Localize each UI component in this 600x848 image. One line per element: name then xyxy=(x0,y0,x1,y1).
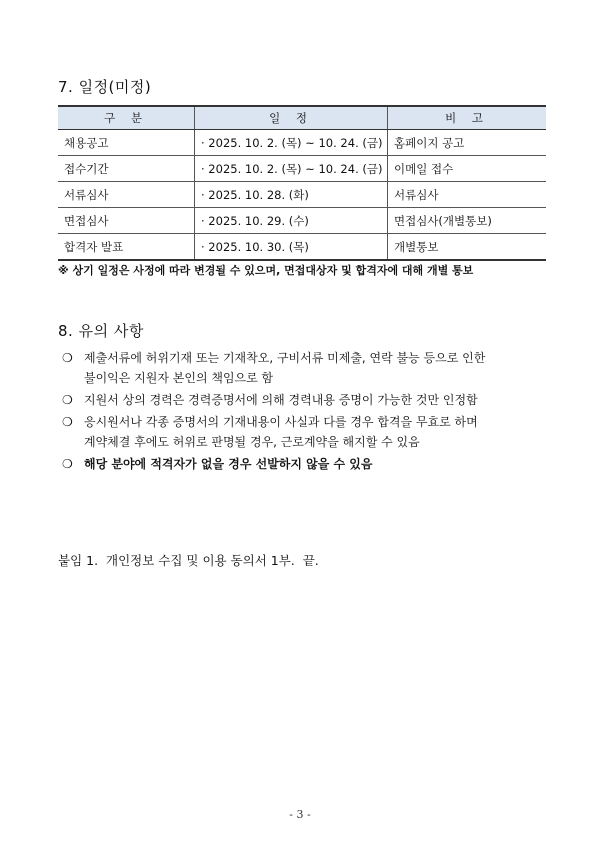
row-date: · 2025. 10. 28. (화) xyxy=(195,182,388,208)
schedule-table xyxy=(58,105,546,261)
row-date: · 2025. 10. 2. (목) ~ 10. 24. (금) xyxy=(195,156,388,182)
table-row xyxy=(58,234,546,261)
circle-bullet-icon: ❍ xyxy=(62,457,73,471)
row-category: 서류심사 xyxy=(58,182,195,208)
note-line: 불이익은 지원자 본인의 책임으로 함 xyxy=(84,371,274,385)
row-category: 면접심사 xyxy=(58,208,195,234)
attachment-line: 붙임 1. 개인정보 수집 및 이용 동의서 1부. 끝. xyxy=(58,553,319,568)
note-line: 응시원서나 각종 증명서의 기재내용이 사실과 다를 경우 합격을 무효로 하며 xyxy=(84,415,478,429)
note-line: 해당 분야에 적격자가 없을 경우 선발하지 않을 수 있음 xyxy=(84,457,373,471)
list-item xyxy=(62,348,548,388)
section-7-title: 7. 일정(미정) xyxy=(58,78,152,96)
schedule-footnote: ※ 상기 일정은 사정에 따라 변경될 수 있으며, 면접대상자 및 합격자에 대해 개별 통보 xyxy=(58,264,474,277)
table-row xyxy=(58,208,546,234)
row-category: 접수기간 xyxy=(58,156,195,182)
section-8-title: 8. 유의 사항 xyxy=(58,322,144,340)
header-category: 구 분 xyxy=(58,106,195,130)
table-row xyxy=(58,156,546,182)
notes-list xyxy=(62,348,548,476)
table-row xyxy=(58,182,546,208)
note-line: 지원서 상의 경력은 경력증명서에 의해 경력내용 증명이 가능한 것만 인정함 xyxy=(84,393,478,407)
note-line: 계약체결 후에도 허위로 판명될 경우, 근로계약을 해지할 수 있음 xyxy=(84,435,420,449)
row-category: 채용공고 xyxy=(58,130,195,156)
list-item xyxy=(62,412,548,452)
list-item xyxy=(62,454,548,474)
list-item xyxy=(62,390,548,410)
row-note: 면접심사(개별통보) xyxy=(388,208,547,234)
row-note: 이메일 접수 xyxy=(388,156,547,182)
circle-bullet-icon: ❍ xyxy=(62,351,73,365)
schedule-header-row xyxy=(58,106,546,130)
circle-bullet-icon: ❍ xyxy=(62,393,73,407)
header-schedule: 일 정 xyxy=(195,106,388,130)
circle-bullet-icon: ❍ xyxy=(62,415,73,429)
row-date: · 2025. 10. 2. (목) ~ 10. 24. (금) xyxy=(195,130,388,156)
row-note: 서류심사 xyxy=(388,182,547,208)
row-note: 홈페이지 공고 xyxy=(388,130,547,156)
row-category: 합격자 발표 xyxy=(58,234,195,261)
table-row xyxy=(58,130,546,156)
header-remarks: 비 고 xyxy=(388,106,547,130)
row-note: 개별통보 xyxy=(388,234,547,261)
page-number: - 3 - xyxy=(289,808,311,821)
row-date: · 2025. 10. 30. (목) xyxy=(195,234,388,261)
row-date: · 2025. 10. 29. (수) xyxy=(195,208,388,234)
note-line: 제출서류에 허위기재 또는 기재착오, 구비서류 미제출, 연락 불능 등으로 인한 xyxy=(84,351,486,365)
